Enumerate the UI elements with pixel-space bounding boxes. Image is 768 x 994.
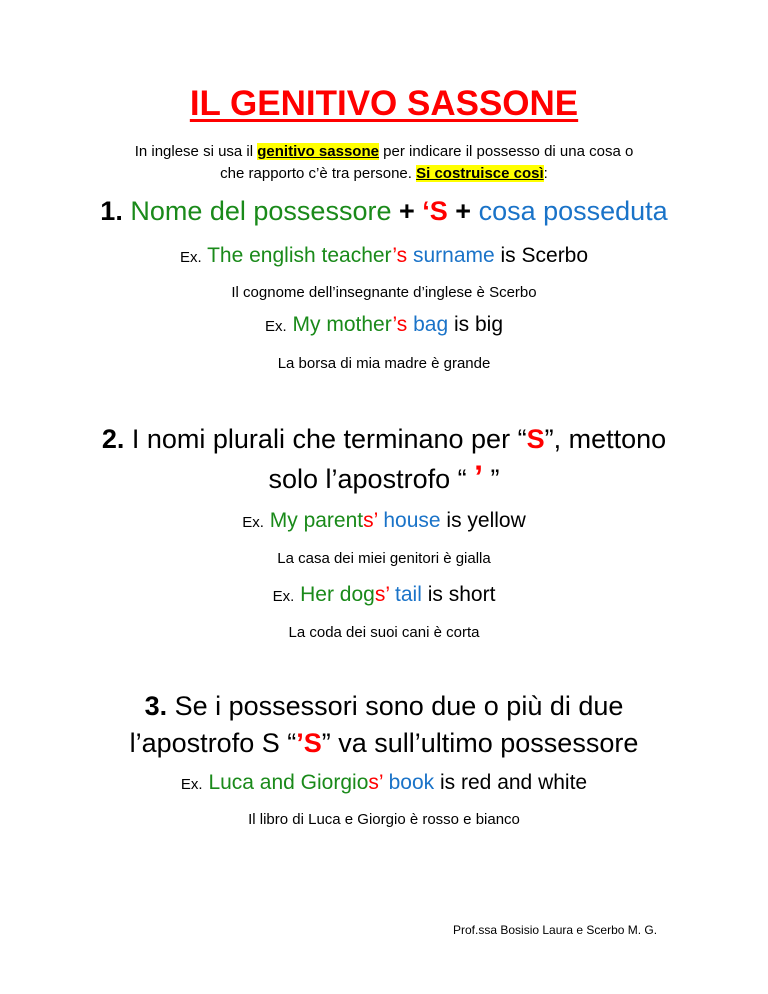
intro-line-1: In inglese si usa il genitivo sassone per indicare il possesso di una cosa o bbox=[134, 143, 634, 160]
rule-3: 3. Se i possessori sono due o più di due l’apostrofo S “’S” va sull’ultimo possessore bbox=[129, 691, 639, 758]
footer-author: Prof.ssa Bosisio Laura e Scerbo M. G. bbox=[453, 923, 658, 937]
example-3: Ex. My parents’ house is yellow bbox=[242, 509, 526, 532]
example-5: Ex. Luca and Giorgios’ book is red and white bbox=[180, 771, 588, 794]
page-title: IL GENITIVO SASSONE bbox=[189, 84, 579, 123]
rule-1: 1. Nome del possessore + ‘S + cosa posseduta bbox=[100, 196, 668, 226]
translation-2: La borsa di mia madre è grande bbox=[277, 355, 491, 372]
translation-3: La casa dei miei genitori è gialla bbox=[277, 550, 491, 567]
example-1: Ex. The english teacher’s surname is Scerbo bbox=[179, 244, 589, 267]
translation-1: Il cognome dell’insegnante d’inglese è Scerbo bbox=[231, 284, 537, 301]
highlight-genitivo-sassone: genitivo sassone bbox=[257, 143, 379, 160]
intro-line-2: che rapporto c’è tra persone. Si costruisce così: bbox=[220, 165, 548, 182]
rule-2: 2. I nomi plurali che terminano per “S”, mettono solo l’apostrofo “ ’ ” bbox=[101, 424, 667, 495]
translation-4: La coda dei suoi cani è corta bbox=[288, 624, 480, 641]
highlight-si-costruisce: Si costruisce così bbox=[416, 165, 544, 182]
example-4: Ex. Her dogs’ tail is short bbox=[272, 583, 496, 606]
example-2: Ex. My mother’s bag is big bbox=[264, 313, 504, 336]
translation-5: Il libro di Luca e Giorgio è rosso e bianco bbox=[248, 811, 520, 828]
intro-paragraph bbox=[0, 141, 768, 185]
